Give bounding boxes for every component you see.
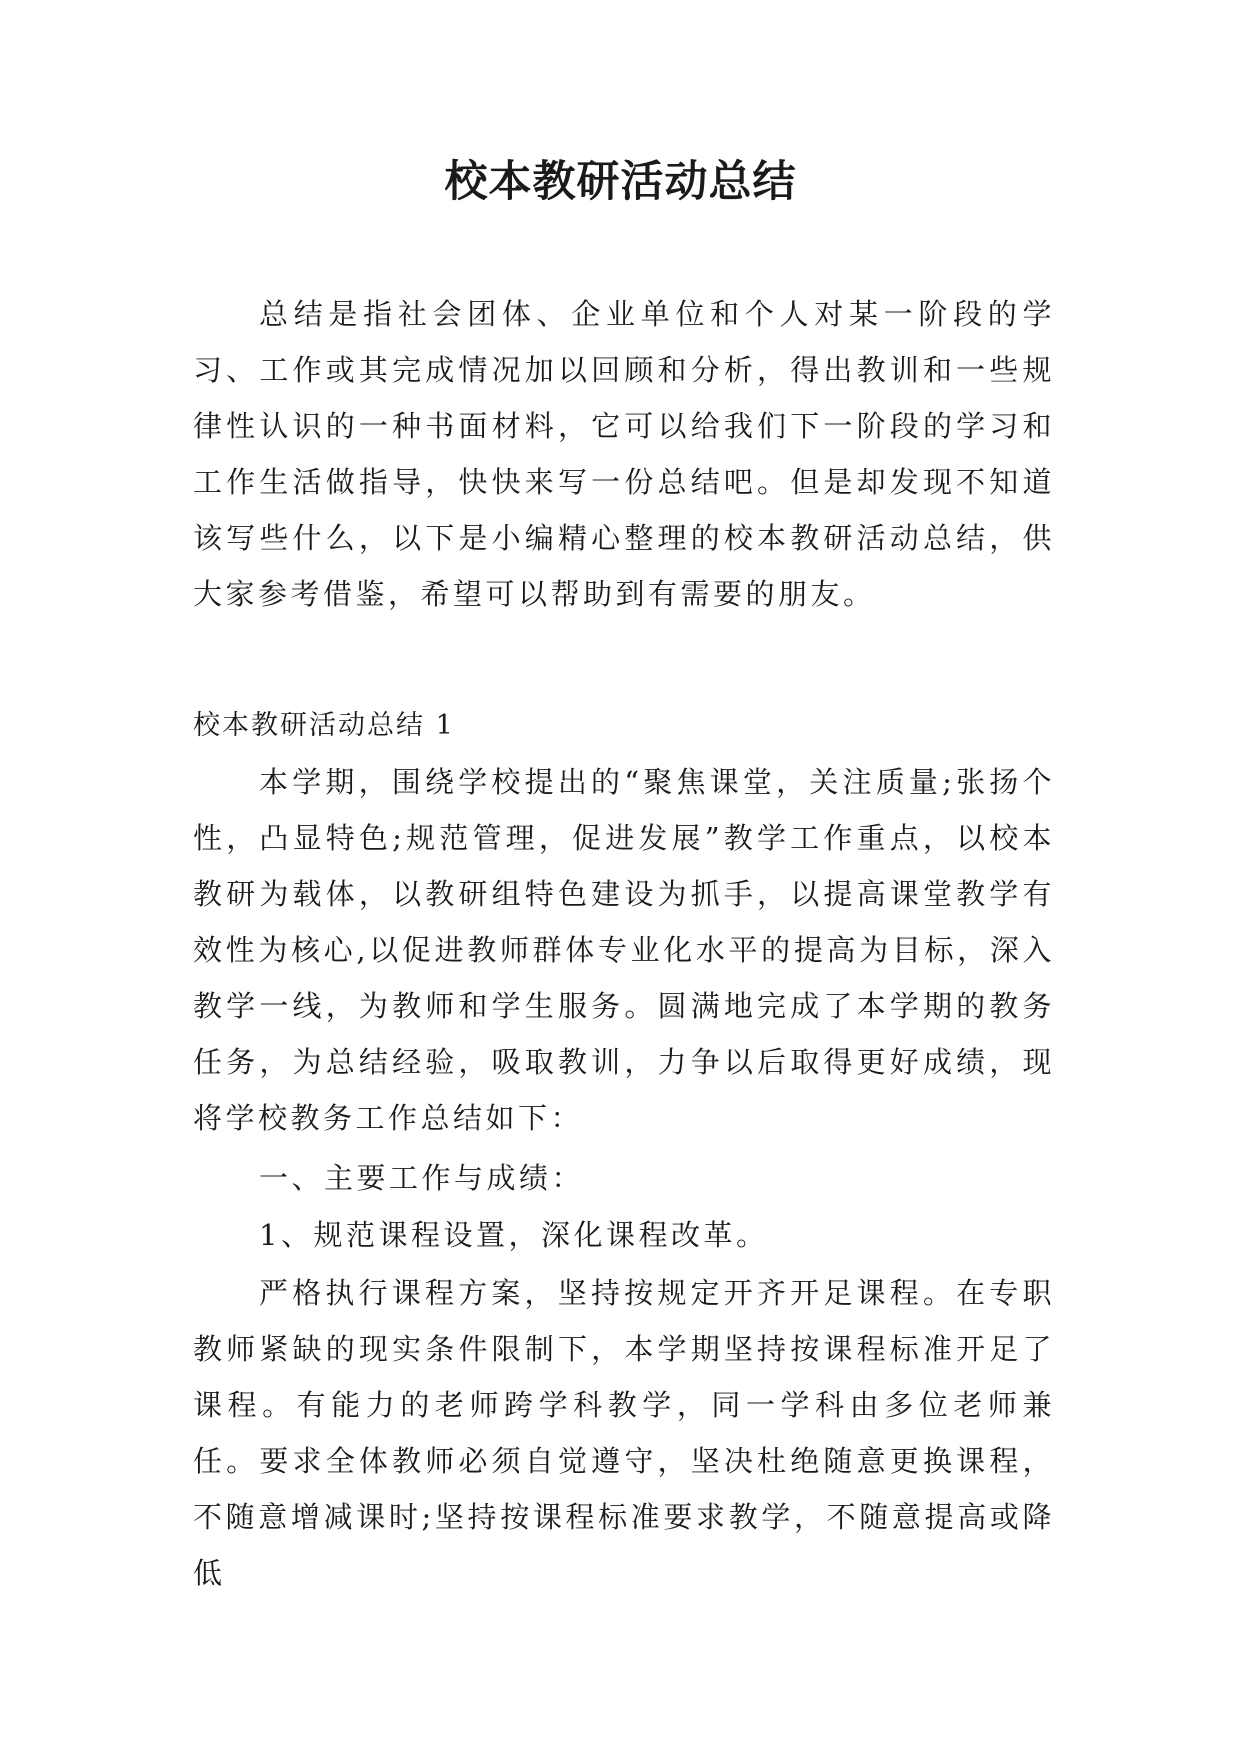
- sub-point-heading: 1、规范课程设置，深化课程改革。: [259, 1218, 769, 1252]
- main-point-heading: 一、主要工作与成绩：: [259, 1161, 585, 1195]
- intro-paragraph: 总结是指社会团体、企业单位和个人对某一阶段的学习、工作或其完成情况加以回顾和分析，得出教训和一些规律性认识的一种书面材料，它可以给我们下一阶段的学习和工作生活做指导，快快来写一份总结吧。但是却发现不知道该写些什么，以下是小编精心整理的校本教研活动总结，供大家参考借鉴，希望可以帮助到有需要的朋友。: [193, 297, 1055, 611]
- section-heading: 校本教研活动总结 1: [193, 710, 455, 741]
- body-paragraph-2: 严格执行课程方案，坚持按规定开齐开足课程。在专职教师紧缺的现实条件限制下，本学期坚持按课程标准开足了课程。有能力的老师跨学科教学，同一学科由多位老师兼任。要求全体教师必须自觉遵守，坚决杜绝随意更换课程，不随意增减课时;坚持按课程标准要求教学，不随意提高或降低: [193, 1276, 1055, 1590]
- document-title: 校本教研活动总结: [444, 157, 797, 207]
- body-paragraph-1: 本学期，围绕学校提出的“聚焦课堂，关注质量;张扬个性，凸显特色;规范管理，促进发展”教学工作重点，以校本教研为载体，以教研组特色建设为抓手，以提高课堂教学有效性为核心,以促进教师群体专业化水平的提高为目标，深入教学一线，为教师和学生服务。圆满地完成了本学期的教务任务，为总结经验，吸取教训，力争以后取得更好成绩，现将学校教务工作总结如下：: [193, 765, 1055, 1135]
